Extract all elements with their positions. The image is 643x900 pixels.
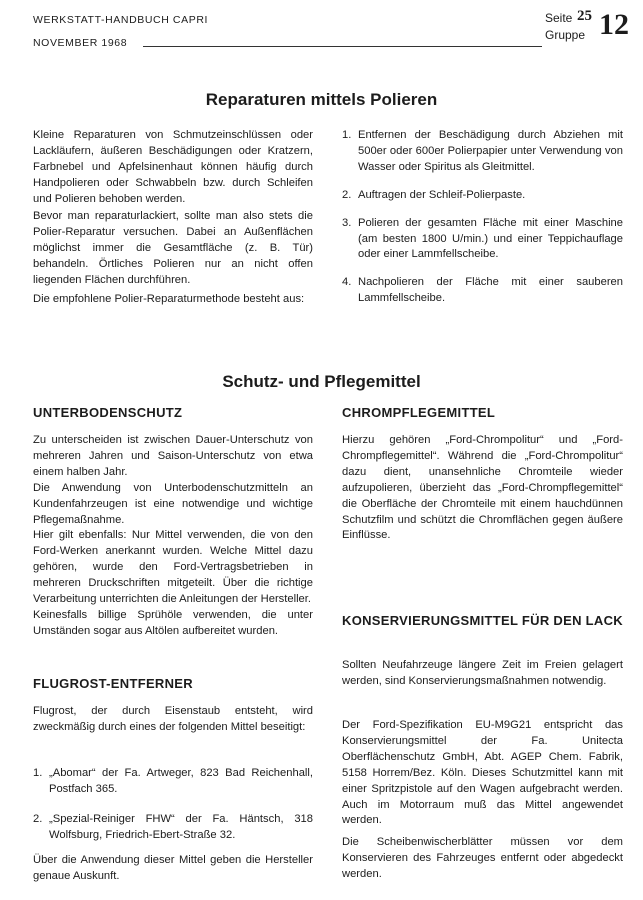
group-number: 12 xyxy=(599,8,629,41)
step-text: Nachpolieren der Fläche mit einer sauberen Lammfellscheibe. xyxy=(358,276,623,305)
polieren-paragraph-2: Bevor man reparaturlackiert, sollte man also stets die Polier-Reparatur versuchen. Dabei an Außenflächen möglichst immer die Gesamtfläche (z. B. Tür) behandeln. Örtliches Polieren nur an nicht offen liegenden Flächen durchführen. xyxy=(33,210,313,286)
step-text: Entfernen der Beschädigung durch Abziehen mit 500er oder 600er Polierpapier unter Verwendung von Wasser oder Spiritus als Gleitmittel. xyxy=(358,129,623,173)
flugrost-item xyxy=(33,766,313,798)
step-number: 4. xyxy=(342,276,352,289)
header-rule xyxy=(143,46,542,47)
konserv-paragraph-1: Sollten Neufahrzeuge längere Zeit im Freien gelagert werden, sind Konservierungsmaßnahmen notwendig. xyxy=(342,659,623,687)
flugrost-outro: Über die Anwendung dieser Mittel geben die Hersteller genaue Auskunft. xyxy=(33,854,313,882)
page-label: Seite xyxy=(545,11,573,25)
unterboden-text xyxy=(33,433,313,640)
polieren-paragraph-1: Kleine Reparaturen von Schmutzeinschlüssen oder Lackläufern, äußeren Beschädigungen oder Kratzern, Farbnebel und Apfelsinenhaut können häufig durch Handpolieren oder Schwabbeln bzw. durch Schleifen und Polieren behoben werden. xyxy=(33,129,313,205)
edition-date: NOVEMBER 1968 xyxy=(33,37,128,49)
polieren-steps xyxy=(342,128,623,307)
section-title-polieren: Reparaturen mittels Polieren xyxy=(205,90,438,109)
step-number: 2. xyxy=(342,188,352,201)
unterboden-line-4: Keinesfalls billige Sprühöle verwenden, die unter Umständen sogar aus Altölen aufbereitet wurden. xyxy=(33,608,313,637)
step-text: Polieren der gesamten Fläche mit einer Maschine (am besten 1800 U/min.) und einer Teppichauflage oder einer Lammfellscheibe. xyxy=(358,216,623,261)
heading-konservierungsmittel: KONSERVIERUNGSMITTEL FÜR DEN LACK xyxy=(342,613,623,628)
item-number: 2. xyxy=(33,812,43,825)
chrom-text: Hierzu gehören „Ford-Chrompolitur“ und „Ford-Chrompflegemittel“. Während die „Ford-Chrompolitur“ dazu dient, unansehnliche Chromteile wieder aufzupolieren, überzieht das „Ford-Chrompflegemittel“ die Oberfläche der Chromteile mit einem hauchdünnen Schutzfilm und schützt die Chromflächen gegen äußere Einflüsse. xyxy=(342,434,623,542)
group-label: Gruppe xyxy=(545,28,586,42)
item-text: „Spezial-Reiniger FHW“ der Fa. Häntsch, 318 Wolfsburg, Friedrich-Ebert-Straße 32. xyxy=(49,812,313,841)
section-title-schutz: Schutz- und Pflegemittel xyxy=(222,372,421,391)
step-number: 3. xyxy=(342,216,352,229)
polieren-step xyxy=(342,128,623,176)
konserv-paragraph-2: Der Ford-Spezifikation EU-M9G21 entspricht das Konservierungsmittel der Fa. Unitecta Oberflächenschutz GmbH, Abt. AGEP Chem. Fabrik, 5158 Horrem/Bez. Köln. Dieses Schutzmittel kann mit einer Spritzpistole auf den Wagen aufgebracht werden. Auch im Motorraum muß das Mittel angewendet werden. xyxy=(342,719,623,827)
polieren-step xyxy=(342,216,623,264)
konserv-paragraph-3: Die Scheibenwischerblätter müssen vor dem Konservieren des Fahrzeuges entfernt oder abgedeckt werden. xyxy=(342,836,623,880)
step-number: 1. xyxy=(342,129,352,141)
heading-flugrost: FLUGROST-ENTFERNER xyxy=(33,676,193,691)
unterboden-line-3: Hier gilt ebenfalls: Nur Mittel verwenden, die von den Ford-Werken anerkannt wurden. Welche Mittel dazu gehören, wurde den Ford-Vertragsbetrieben in mehreren Druckschriften mitgeteilt. Über die richtige Verarbeitung unterrichten die Anleitungen der Hersteller. xyxy=(33,529,313,606)
flugrost-list xyxy=(33,766,313,844)
unterboden-line-1: Zu unterscheiden ist zwischen Dauer-Unterschutz von mehreren Jahren und Saison-Unterschutz von etwa einem halben Jahr. xyxy=(33,434,313,478)
item-number: 1. xyxy=(33,767,43,779)
page-number: 25 xyxy=(577,8,592,24)
heading-chrompflegemittel: CHROMPFLEGEMITTEL xyxy=(342,405,496,420)
heading-unterbodenschutz: UNTERBODENSCHUTZ xyxy=(33,405,183,420)
step-text: Auftragen der Schleif-Polierpaste. xyxy=(358,188,526,201)
item-text: „Abomar“ der Fa. Artweger, 823 Bad Reichenhall, Postfach 365. xyxy=(49,767,313,795)
polieren-step xyxy=(342,275,623,307)
flugrost-item xyxy=(33,812,313,844)
unterboden-line-2: Die Anwendung von Unterbodenschutzmitteln an Kundenfahrzeugen ist eine notwendige und wichtige Pflegemaßnahme. xyxy=(33,481,313,526)
polieren-step xyxy=(342,188,623,204)
polieren-paragraph-3: Die empfohlene Polier-Reparaturmethode besteht aus: xyxy=(33,293,305,305)
flugrost-intro: Flugrost, der durch Eisenstaub entsteht, wird zweckmäßig durch eines der folgenden Mittel beseitigt: xyxy=(33,705,313,733)
manual-title: WERKSTATT-HANDBUCH CAPRI xyxy=(33,14,209,26)
